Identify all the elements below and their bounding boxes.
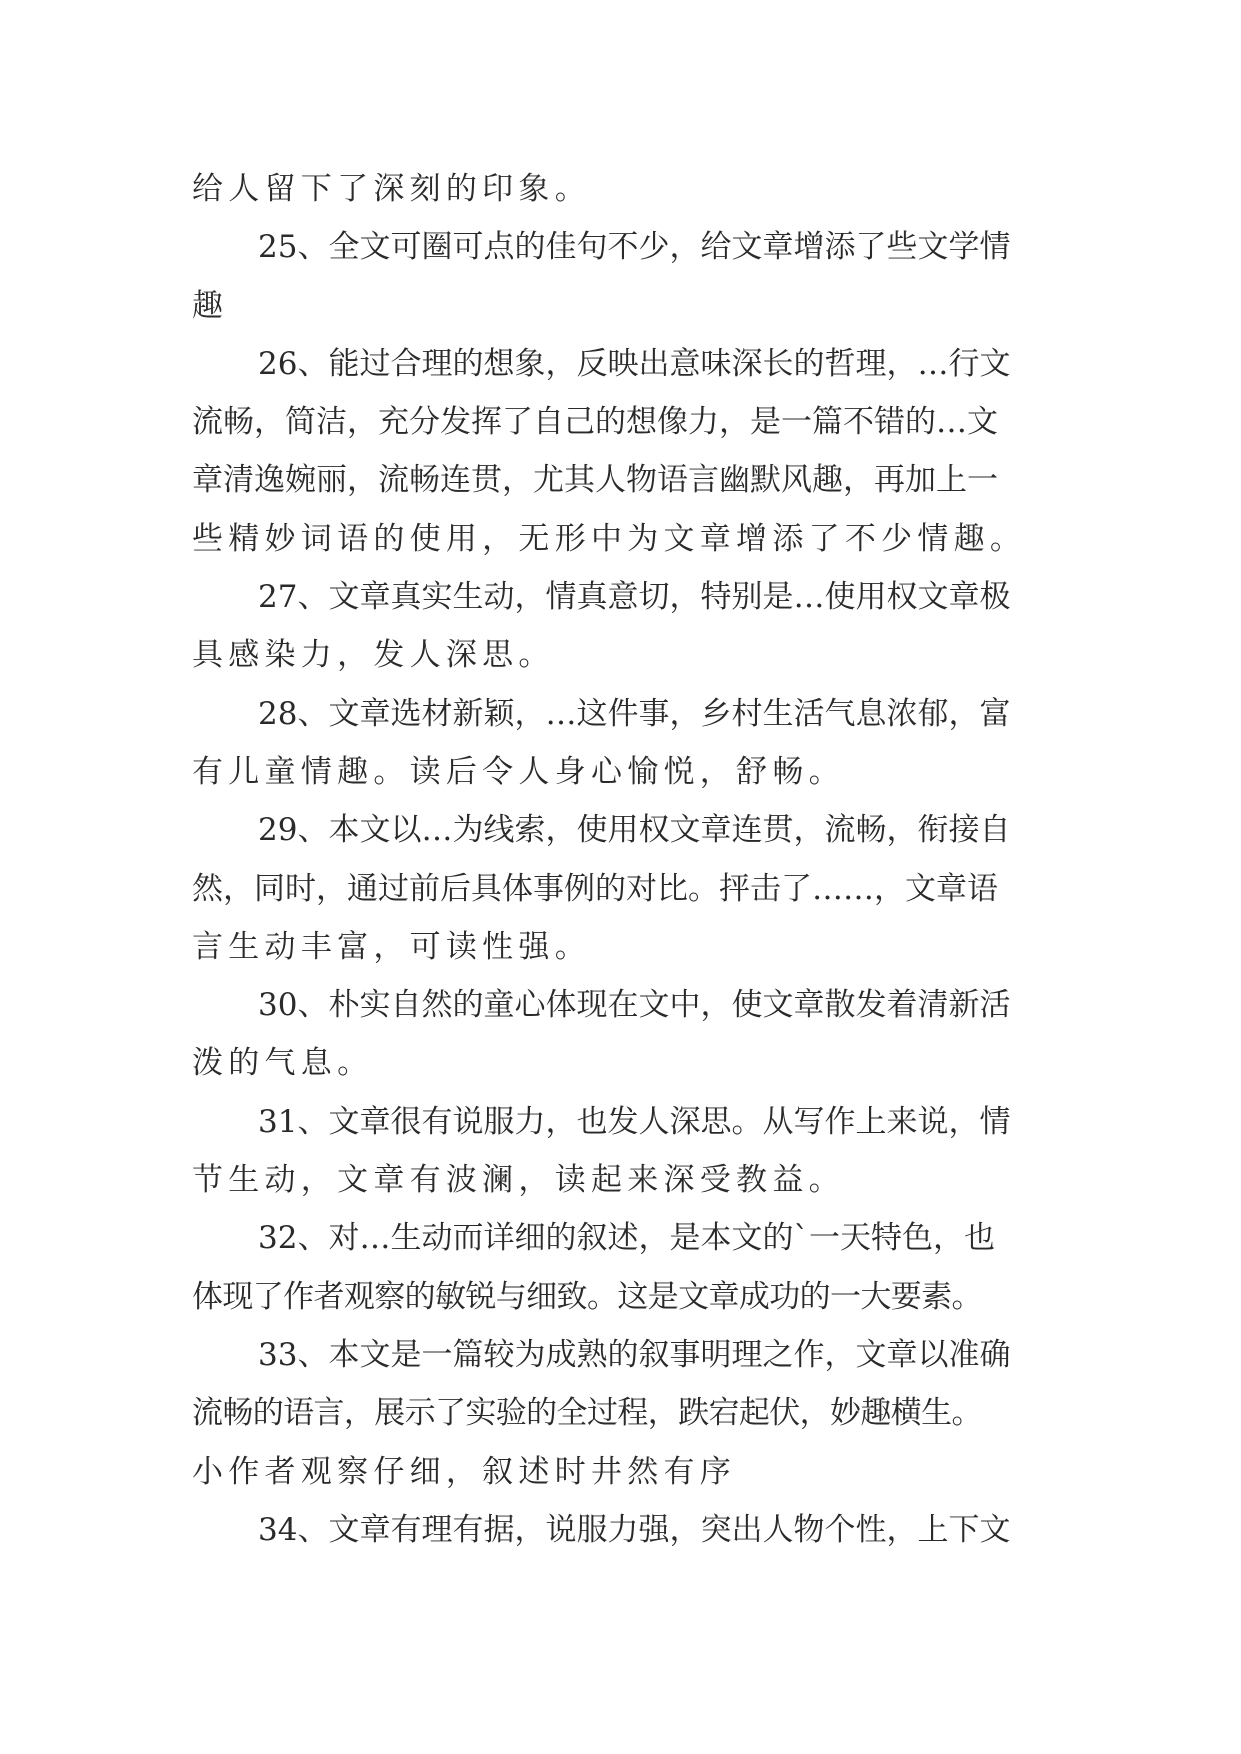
text-line-content: 25、全文可圈可点的佳句不少，给文章增添了些文学情 [258,229,1011,266]
text-line [192,743,1072,801]
text-line-content: 章清逸婉丽，流畅连贯，尤其人物语言幽默风趣，再加上一 [192,462,998,499]
text-line-content: 31、文章很有说服力，也发人深思。从写作上来说，情 [258,1103,1011,1140]
text-line [192,393,1072,451]
text-line-content: 言生动丰富，可读性强。 [192,928,591,965]
text-line [192,510,1072,568]
text-line [192,335,1072,393]
text-line-content: 32、对…生动而详细的叙述，是本文的`一天特色，也 [258,1220,995,1257]
text-line [192,160,1072,218]
text-line-content: 30、朴实自然的童心体现在文中，使文章散发着清新活 [258,987,1011,1024]
text-line [192,626,1072,684]
text-line [192,801,1072,859]
text-line [192,918,1072,976]
text-line [192,1034,1072,1092]
text-line [192,976,1072,1034]
text-line-content: 33、本文是一篇较为成熟的叙事明理之作，文章以准确 [258,1336,1011,1373]
text-line-content: 泼的气息。 [192,1045,374,1082]
text-line-content: 27、文章真实生动，情真意切，特别是…使用权文章极 [258,579,1011,616]
text-line [192,1093,1072,1151]
text-line-content: 趣 [192,287,229,324]
text-line-content: 34、文章有理有据，说服力强，突出人物个性，上下文 [258,1511,1011,1548]
text-line [192,860,1072,918]
text-line-content: 流畅的语言，展示了实验的全过程，跌宕起伏，妙趣横生。 [192,1395,982,1432]
text-line-content: 28、文章选材新颖，…这件事，乡村生活气息浓郁，富 [258,695,1011,732]
text-line-content: 给人留下了深刻的印象。 [192,171,591,207]
text-line [192,568,1072,626]
text-line [192,1209,1072,1267]
text-line-content: 有儿童情趣。读后令人身心愉悦，舒畅。 [192,753,845,790]
text-line [192,1268,1072,1326]
text-line [192,451,1072,509]
text-line [192,1501,1072,1559]
text-line [192,1151,1072,1209]
text-line-content: 29、本文以…为线索，使用权文章连贯，流畅，衔接自 [258,812,1011,849]
text-line [192,1443,1072,1501]
body-text [192,160,1072,1559]
text-line-content: 26、能过合理的想象，反映出意味深长的哲理，…行文 [258,345,1011,382]
text-line-content: 体现了作者观察的敏锐与细致。这是文章成功的一大要素。 [192,1278,982,1315]
text-line-content: 小作者观察仔细，叙述时井然有序 [192,1453,737,1490]
text-line [192,218,1072,276]
text-line-content: 然，同时，通过前后具体事例的对比。抨击了……，文章语 [192,870,998,907]
text-line-content: 些精妙词语的使用，无形中为文章增添了不少情趣。 [192,520,1027,557]
text-line [192,277,1072,335]
text-line [192,1326,1072,1384]
text-line-content: 具感染力，发人深思。 [192,637,555,674]
text-line-content: 节生动，文章有波澜，读起来深受教益。 [192,1162,845,1199]
text-line-content: 流畅，简洁，充分发挥了自己的想像力，是一篇不错的…文 [192,404,998,441]
text-line [192,685,1072,743]
text-line [192,1384,1072,1442]
